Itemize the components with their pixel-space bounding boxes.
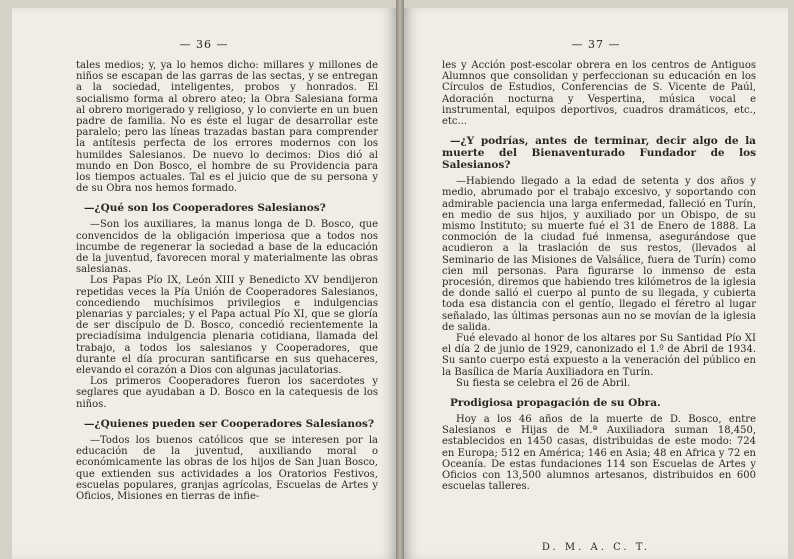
page-number-right: — 37 — [571,38,621,51]
book-gutter [396,0,404,559]
left-page-text [76,60,378,502]
paragraph: Su fiesta se celebra el 26 de Abril. [456,377,631,389]
paragraph: Los primeros Cooperadores fueron los sacerdotes y seglares que ayudaban a D. Bosco en la catequesis de los niños. [76,376,378,410]
right-page [404,8,788,559]
section-heading: Prodigiosa propagación de su Obra. [450,397,661,410]
paragraph: Fué elevado al honor de los altares por Su Santidad Pío XI el día 2 de junio de 1929, canonizado el 1.º de Abril de 1934. Su santo cuerpo está expuesto a la veneración del público en la Basílica de María Auxiliadora en Turín. [442,333,756,378]
section-heading: —¿Quienes pueden ser Cooperadores Salesianos? [84,417,375,430]
paragraph: les y Acción post-escolar obrera en los centros de Antiguos Alumnos que consolidan y perfeccionan su educación en los Círculos de Estudios, Conferencias de S. Vicente de Paúl, Adoración nocturna y Vespertina, música vocal e instrumental, equipos deportivos, cuadros dramáticos, etc., etc... [442,60,756,128]
paragraph: —Todos los buenos católicos que se interesen por la educación de la juventud, auxiliando moral o económicamente las obras de los hijos de San Juan Bosco, que extienden sus actividades a los Oratorios Festivos, escuelas populares, granjas agrícolas, Escuelas de Artes y Oficios, Misiones en tierras de infie- [76,434,378,502]
left-page [12,8,396,559]
paragraph: tales medios; y, ya lo hemos dicho: millares y millones de niños se escapan de las garras de las sectas, y se entregan a la sociedad, inteligentes, probos y honrados. El socialismo forma al obrero ateo; la Obra Salesiana forma al obrero morigerado y religioso, y lo convierte en un buen padre de familia. No es éste el lugar de desarrollar este paralelo; pero las líneas trazadas bastan para comprender la antítesis perfecta de los errores modernos con los humildes Salesianos. De nuevo lo decimos: Dios dió al mundo en Don Bosco, el hombre de su Providencia para los tiempos actuales. Tal es el juicio que de su persona y de su Obra nos hemos formado. [76,60,378,195]
paragraph: —Son los auxiliares, la manus longa de D. Bosco, que convencidos de la obligación imperiosa que a todos nos incumbe de regenerar la sociedad a base de la educación de la juventud, favorecen moral y materialmente las obras salesianas. [76,219,378,276]
paragraph: —Habiendo llegado a la edad de setenta y dos años y medio, abrumado por el trabajo excesivo, y soportando con admirable paciencia una larga enfermedad, falleció en Turín, en medio de sus hijos, y auxiliado por un Obispo, de su mismo Instituto; su muerte fué el 31 de Enero de 1888. La conmoción de la ciudad fué inmensa, asegurándose que acudieron a la traslación de sus restos, (llevados al Seminario de las Misiones de Valsálice, fuera de Turín) como cien mil personas. Para figurarse lo inmenso de esta procesión, diremos que habiendo tres kilómetros de la iglesia de donde salió el cuerpo al punto de su llegada, y cubierta toda esa distancia con el gentío, llegado el féretro al lugar señalado, las últimas personas aun no se movían de la iglesia de salida. [442,176,756,333]
right-page-text [442,60,756,493]
page-number-left: — 36 — [179,38,229,51]
printer-mark: D. M. A. C. T. [541,542,651,553]
section-heading: —¿Qué son los Cooperadores Salesianos? [84,202,326,215]
paragraph: Los Papas Pío IX, León XIII y Benedicto XV bendijeron repetidas veces la Pía Unión de Cooperadores Salesianos, concediendo muchísimos privilegios e indulgencias plenarias y parciales; y el Papa actual Pío XI, que se gloría de ser discípulo de D. Bosco, concedió recientemente la preciadísima indulgencia plenaria cotidiana, llamada del trabajo, a todos los salesianos y Cooperadores, que durante el día procuran santificarse en sus quehaceres, elevando el corazón a Dios con algunas jaculatorias. [76,275,378,377]
section-heading: —¿Y podrías, antes de terminar, decir algo de la muerte del Bienaventurado Fundador de los Salesianos? [442,135,756,172]
paragraph: Hoy a los 46 años de la muerte de D. Bosco, entre Salesianos e Hijas de M.ª Auxiliadora suman 18,450, establecidos en 1450 casas, distribuidas de este modo: 724 en Europa; 512 en América; 146 en Asia; 48 en Africa y 72 en Oceanía. De estas fundaciones 114 son Escuelas de Artes y Oficios con 13,500 alumnos artesanos, distribuidos en 600 escuelas talleres. [442,414,756,493]
